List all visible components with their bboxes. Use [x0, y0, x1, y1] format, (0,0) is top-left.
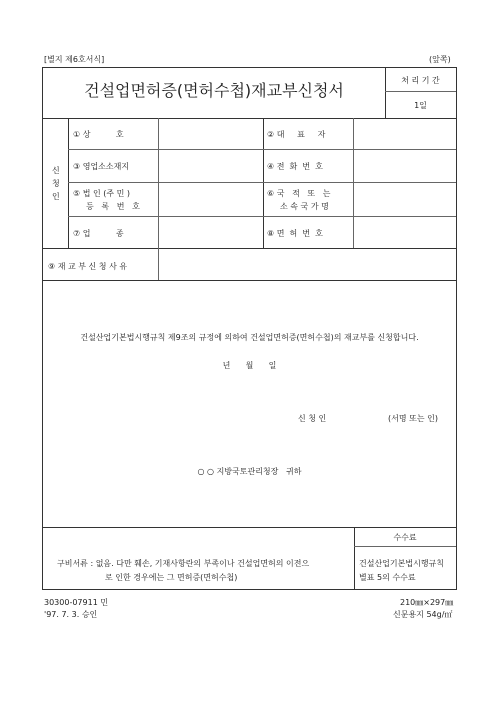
field-business-name-label: ① 상 호 — [73, 130, 124, 139]
application-date: 년 월 일 — [222, 361, 277, 370]
approval-date: '97. 7. 3. 승인 — [44, 610, 98, 619]
field-business-type-value[interactable] — [159, 217, 262, 247]
form-code: 30300-07911 민 — [44, 598, 109, 607]
signature-placeholder: (서명 또는 인) — [388, 414, 438, 423]
field-business-type-label: ⑦ 업 종 — [73, 229, 124, 238]
field-business-name-value[interactable] — [159, 119, 262, 148]
fee-label: 수수료 — [393, 533, 417, 542]
field-registration-number-value[interactable] — [159, 183, 262, 215]
field-registration-number-label: ⑤ 법 인 (주 민 ) 등 록 번 호 — [73, 189, 140, 211]
side-note: (앞쪽) — [429, 55, 451, 64]
field-office-address-value[interactable] — [159, 150, 262, 181]
field-phone-label: ④ 전 화 번 호 — [267, 162, 323, 171]
field-representative-label: ② 대 표 자 — [267, 130, 326, 139]
field-office-address-label: ③ 영업소소재지 — [73, 162, 130, 171]
application-form — [42, 67, 457, 590]
applicant-signature-label: 신 청 인 — [298, 414, 327, 423]
processing-period-value: 1일 — [414, 101, 427, 110]
applicant-group-label: 신 청 인 — [52, 166, 60, 201]
form-number: [별지 제6호서식] — [44, 55, 105, 64]
paper-spec: 신문용지 54g/㎡ — [393, 610, 453, 619]
application-statement: 건설산업기본법시행규칙 제9조의 규정에 의하여 건설업면허증(면허수첩)의 재교부를 신청합니다. — [80, 333, 419, 342]
field-license-number-value[interactable] — [354, 217, 455, 247]
field-nationality-value[interactable] — [354, 183, 455, 215]
field-phone-value[interactable] — [354, 150, 455, 181]
reissue-reason-label: ⑨ 재 교 부 신 청 사 유 — [48, 262, 128, 271]
required-documents: 구비서류 : 없음. 다만 훼손, 기재사항란의 부족이나 건설업면허의 이전으 로 인한 경우에는 그 면허증(면허수첩) — [57, 559, 310, 582]
fee-description: 건설산업기본법시행규칙 별표 5의 수수료 — [359, 559, 445, 582]
processing-period-label: 처 리 기 간 — [401, 76, 440, 85]
form-title: 건설업면허증(면허수첩)재교부신청서 — [84, 81, 344, 100]
field-license-number-label: ⑧ 면 허 번 호 — [267, 229, 323, 238]
addressee: ○ ○ 지방국토관리청장 귀하 — [197, 467, 302, 476]
reissue-reason-value[interactable] — [159, 249, 455, 279]
field-nationality-label: ⑥ 국 적 또 는 소 속 국 가 명 — [267, 189, 331, 211]
paper-size: 210㎜×297㎜ — [400, 598, 454, 607]
field-representative-value[interactable] — [354, 119, 455, 148]
